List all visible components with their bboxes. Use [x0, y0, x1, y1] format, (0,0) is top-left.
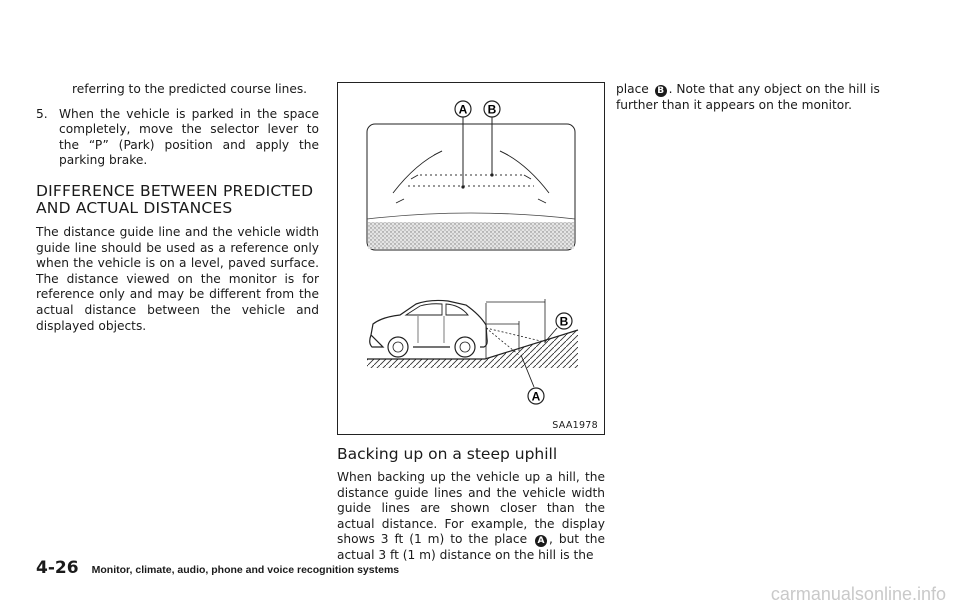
callout-a-side — [528, 388, 544, 404]
section-body: The distance guide line and the vehicle width guide line should be used as a reference only when the vehicle is on a level, paved surface. The distance viewed on the monitor is for reference only and may be different from the actual distance between the vehicle and displayed objects. — [36, 224, 319, 333]
page-footer — [36, 558, 399, 578]
side-view-scene — [367, 299, 578, 387]
monitor-screen — [367, 117, 575, 250]
uphill-body-part-2: , but the actual 3 ft (1 m) distance on the hill is the — [337, 532, 605, 562]
step-5-number: 5. — [36, 106, 48, 121]
car-silhouette — [370, 300, 487, 357]
section-heading — [36, 183, 319, 217]
uphill-continuation — [616, 82, 908, 113]
figure-code: SAA1978 — [552, 420, 598, 431]
middle-column — [337, 445, 605, 573]
right-column — [616, 82, 908, 122]
marker-b: B — [655, 85, 667, 97]
section-heading-line-1: DIFFERENCE BETWEEN PREDICTED — [36, 181, 314, 200]
svg-text:A: A — [531, 389, 541, 404]
figure-illustration — [338, 83, 604, 434]
intro-continuation: referring to the predicted course lines. — [72, 82, 308, 96]
step-5 — [36, 107, 319, 169]
continuation-part-2: . Note that any object on the hill is further than it appears on the monitor. — [616, 82, 880, 112]
svg-text:A: A — [458, 102, 468, 117]
marker-a: A — [535, 535, 547, 547]
uphill-body-part-1: When backing up the vehicle up a hill, the distance guide lines and the vehicle width guide lines are shown closer than the actual distance. For example, the display shows 3 ft (1 m) to the place — [337, 470, 605, 547]
callout-b-top — [484, 101, 500, 117]
svg-text:B: B — [487, 102, 497, 117]
page-number: 4-26 — [36, 558, 79, 578]
left-column — [36, 82, 319, 343]
svg-text:B: B — [559, 314, 569, 329]
chapter-title: Monitor, climate, audio, phone and voice recognition systems — [91, 564, 400, 576]
callout-a-top — [455, 101, 471, 117]
step-5-text: When the vehicle is parked in the space completely, move the selector lever to the “P” (Park) position and apply the parking brake. — [59, 106, 319, 168]
bumper-view — [368, 222, 574, 249]
figure-backing-uphill — [337, 82, 605, 435]
uphill-body — [337, 470, 605, 564]
subheading-steep-uphill: Backing up on a steep uphill — [337, 445, 558, 463]
watermark: carmanualsonline.info — [770, 584, 946, 604]
continuation-part-1: place — [616, 82, 649, 96]
callout-b-side — [556, 313, 572, 329]
section-heading-line-2: AND ACTUAL DISTANCES — [36, 198, 233, 217]
